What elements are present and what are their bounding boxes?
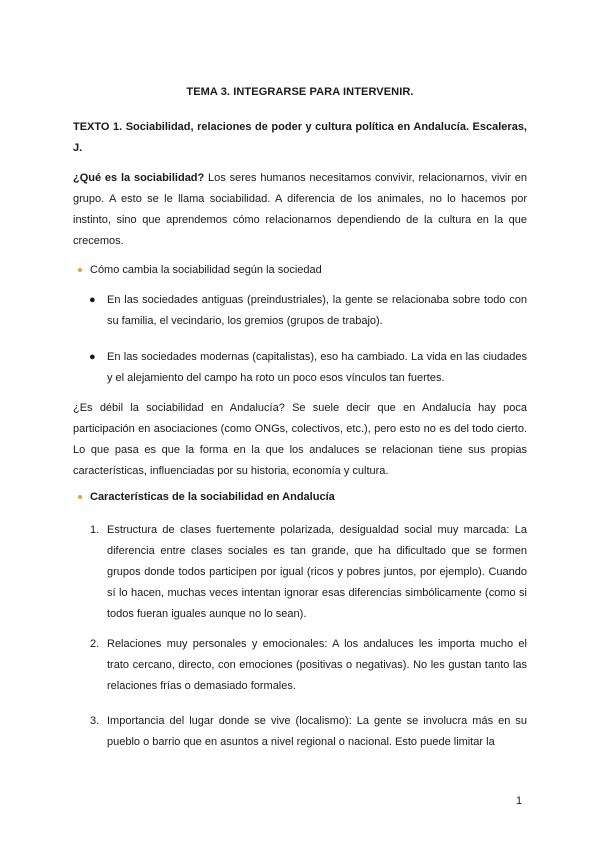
list-number-2: 2. bbox=[90, 638, 100, 650]
section2-item-2: Relaciones muy personales y emocionales: A los andaluces les importa mucho el trato cercano, directo, con emociones (positivas o negativas). No les gustan tanto las relaciones frías o demasiado formales. bbox=[107, 638, 527, 692]
intro-question: ¿Qué es la sociabilidad? bbox=[73, 172, 205, 184]
intro-paragraph bbox=[73, 168, 527, 252]
section2-item-3: Importancia del lugar donde se vive (localismo): La gente se involucra más en su pueblo o barrio que en asuntos a nivel regional o nacional. Esto puede limitar la bbox=[107, 715, 527, 748]
texto-heading: TEXTO 1. Sociabilidad, relaciones de poder y cultura política en Andalucía. Escaleras, J. bbox=[73, 121, 527, 154]
orange-bullet-icon bbox=[78, 268, 82, 272]
disc-bullet-icon: ● bbox=[89, 294, 96, 306]
andalucia-paragraph: ¿Es débil la sociabilidad en Andalucía? Se suele decir que en Andalucía hay poca participación en asociaciones (como ONGs, colectivos, etc.), pero esto no es del todo cierto. Lo que pasa es que la forma en la que los andaluces se relacionan tiene sus propias características, influenciadas por su historia, economía y cultura. bbox=[73, 402, 527, 477]
page-number: 1 bbox=[516, 795, 523, 807]
section1-heading-row bbox=[73, 260, 527, 281]
section2-heading: Características de la sociabilidad en Andalucía bbox=[90, 491, 335, 503]
disc-bullet-icon: ● bbox=[89, 351, 96, 363]
section2-heading-row bbox=[73, 487, 527, 508]
list-number-1: 1. bbox=[90, 524, 100, 536]
page-title: TEMA 3. INTEGRARSE PARA INTERVENIR. bbox=[186, 86, 414, 98]
intro-body: Los seres humanos necesitamos convivir, relacionarnos, vivir en grupo. A esto se le llama sociabilidad. A diferencia de los animales, no lo hacemos por instinto, sino que aprendemos cómo relacionarnos dependiendo de la cultura en la que crecemos. bbox=[73, 172, 527, 247]
section1-item-1: En las sociedades antiguas (preindustriales), la gente se relacionaba sobre todo con su familia, el vecindario, los gremios (grupos de trabajo). bbox=[107, 294, 527, 327]
orange-bullet-icon bbox=[78, 495, 82, 499]
section1-item-2: En las sociedades modernas (capitalistas), eso ha cambiado. La vida en las ciudades y el alejamiento del campo ha roto un poco esos vínculos tan fuertes. bbox=[107, 351, 527, 384]
section1-heading: Cómo cambia la sociabilidad según la sociedad bbox=[90, 264, 322, 276]
list-number-3: 3. bbox=[90, 715, 100, 727]
section2-item-1: Estructura de clases fuertemente polarizada, desigualdad social muy marcada: La diferencia entre clases sociales es tan grande, que ha dificultado que se formen grupos donde todos participen por igual (ricos y pobres juntos, por ejemplo). Cuando sí lo hacen, muchas veces intentan ignorar esas diferencias simbólicamente (como si todos fueran iguales aunque no lo sean). bbox=[107, 524, 527, 620]
